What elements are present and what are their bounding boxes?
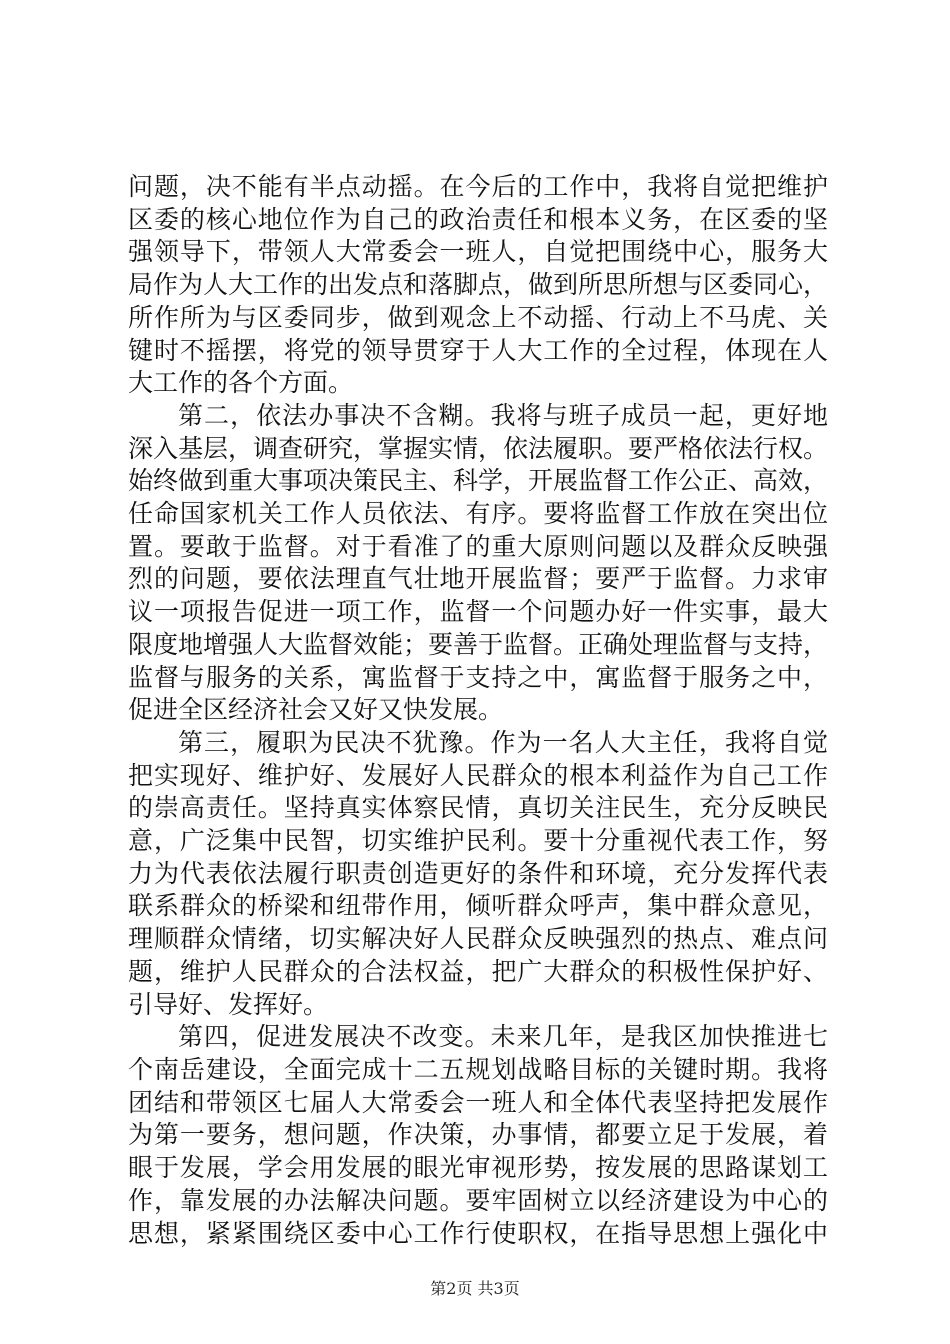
- text-line: 局作为人大工作的出发点和落脚点，做到所思所想与区委同心，: [128, 270, 829, 300]
- text-line: 监督与服务的关系，寓监督于支持之中，寓监督于服务之中，: [128, 662, 828, 692]
- text-line: 把实现好、维护好、发展好人民群众的根本利益作为自己工作: [128, 760, 828, 790]
- document-body: [128, 171, 828, 1250]
- text-line: 作，靠发展的办法解决问题。要牢固树立以经济建设为中心的: [128, 1185, 828, 1215]
- text-line: 题，维护人民群众的合法权益，把广大群众的积极性保护好、: [128, 956, 828, 986]
- text-line: 深入基层，调查研究，掌握实情，依法履职。要严格依法行权。: [128, 433, 829, 463]
- text-line: 大工作的各个方面。: [128, 368, 354, 398]
- text-line: 为第一要务，想问题，作决策，办事情，都要立足于发展，着: [128, 1120, 828, 1150]
- text-line: 问题，决不能有半点动摇。在今后的工作中，我将自觉把维护: [128, 172, 828, 201]
- text-line: 思想，紧紧围绕区委中心工作行使职权，在指导思想上强化中: [128, 1218, 828, 1248]
- text-line: 个南岳建设，全面完成十二五规划战略目标的关键时期。我将: [128, 1054, 828, 1084]
- text-line: 力为代表依法履行职责创造更好的条件和环境，充分发挥代表: [128, 858, 828, 888]
- text-line: 意，广泛集中民智，切实维护民利。要十分重视代表工作，努: [128, 826, 828, 856]
- text-line: 强领导下，带领人大常委会一班人，自觉把围绕中心，服务大: [128, 237, 828, 267]
- text-line: 团结和带领区七届人大常委会一班人和全体代表坚持把发展作: [128, 1087, 828, 1117]
- text-line: 键时不摇摆，将党的领导贯穿于人大工作的全过程，体现在人: [128, 335, 828, 365]
- text-line: 促进全区经济社会又好又快发展。: [128, 695, 504, 725]
- text-line: 第四，促进发展决不改变。未来几年，是我区加快推进七: [178, 1022, 828, 1052]
- text-line: 限度地增强人大监督效能；要善于监督。正确处理监督与支持，: [128, 629, 829, 659]
- text-line: 的崇高责任。坚持真实体察民情，真切关注民生，充分反映民: [128, 793, 828, 823]
- text-line: 置。要敢于监督。对于看准了的重大原则问题以及群众反映强: [128, 531, 828, 561]
- text-line: 理顺群众情绪，切实解决好人民群众反映强烈的热点、难点问: [128, 924, 828, 954]
- text-line: 烈的问题，要依法理直气壮地开展监督；要严于监督。力求审: [128, 564, 828, 594]
- text-line: 所作所为与区委同步，做到观念上不动摇、行动上不马虎、关: [128, 302, 828, 332]
- page-number-label: 第2页 共3页: [430, 1279, 520, 1298]
- text-line: 引导好、发挥好。: [128, 989, 329, 1019]
- text-line: 议一项报告促进一项工作，监督一个问题办好一件实事，最大: [128, 597, 828, 627]
- text-line: 区委的核心地位作为自己的政治责任和根本义务，在区委的坚: [128, 204, 828, 234]
- text-line: 联系群众的桥梁和纽带作用，倾听群众呼声，集中群众意见，: [128, 891, 828, 921]
- text-line: 任命国家机关工作人员依法、有序。要将监督工作放在突出位: [128, 499, 828, 529]
- text-line: 第三，履职为民决不犹豫。作为一名人大主任，我将自觉: [178, 727, 828, 757]
- text-line: 眼于发展，学会用发展的眼光审视形势，按发展的思路谋划工: [128, 1153, 828, 1183]
- page-footer: [0, 1276, 950, 1299]
- text-line: 第二，依法办事决不含糊。我将与班子成员一起，更好地: [178, 400, 828, 430]
- text-line: 始终做到重大事项决策民主、科学，开展监督工作公正、高效，: [128, 466, 829, 496]
